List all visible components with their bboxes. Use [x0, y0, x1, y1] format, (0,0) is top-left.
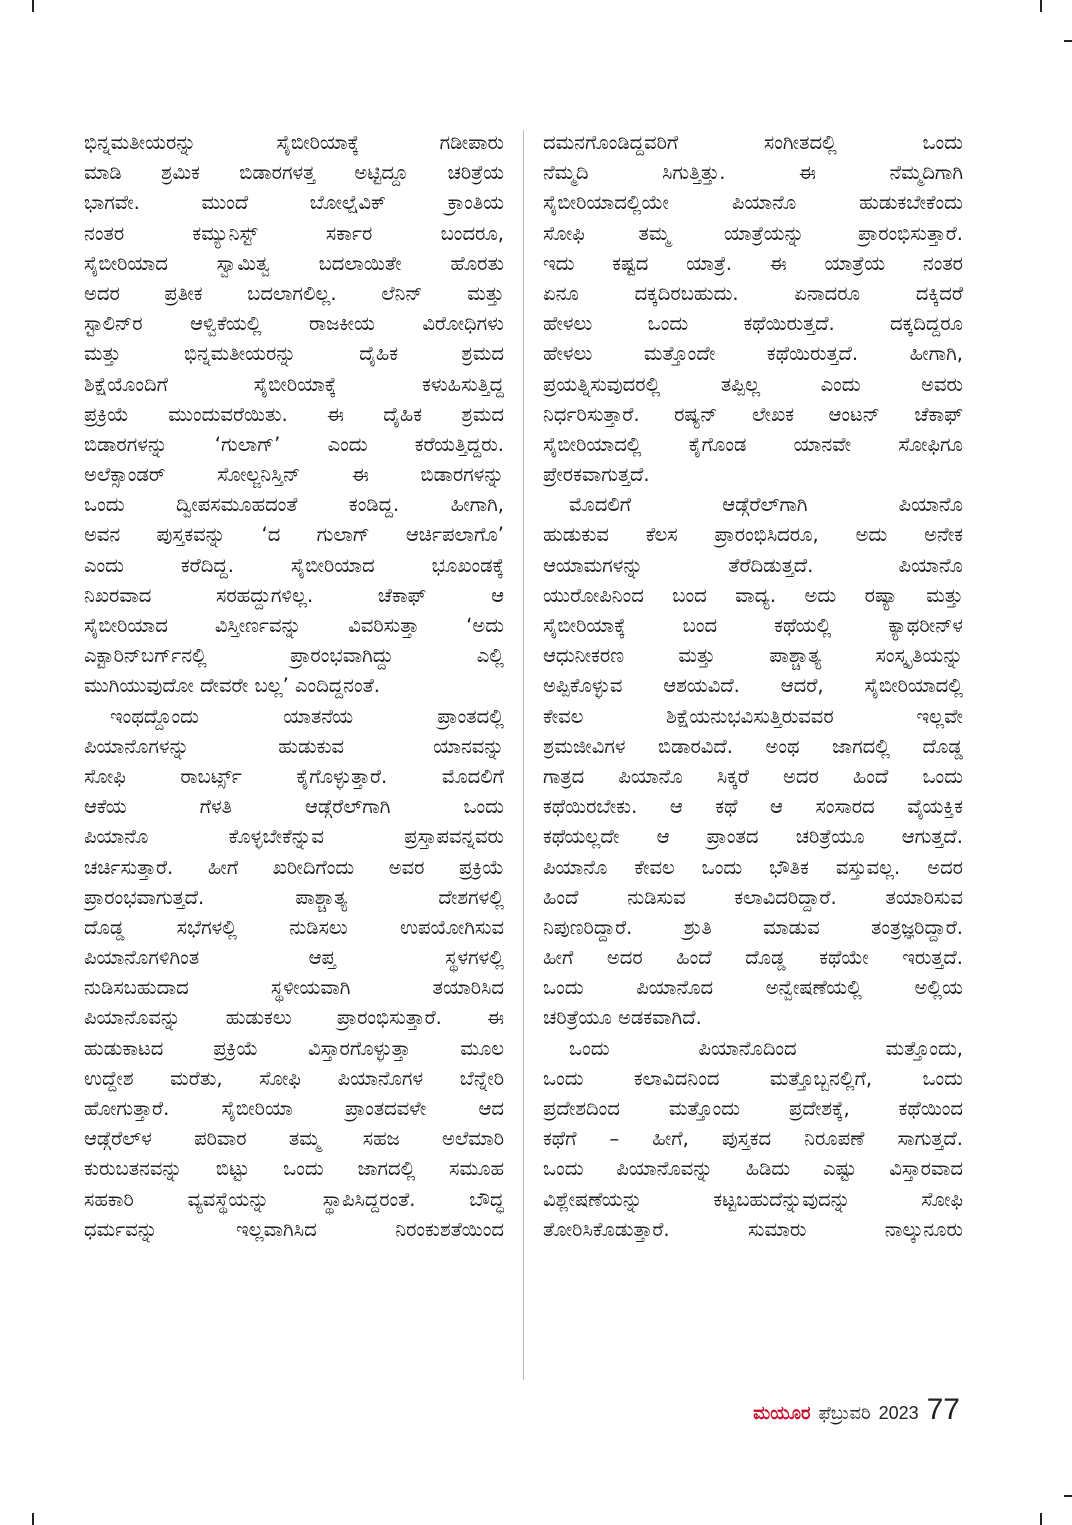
text-line: ಗಾತ್ರದ ಪಿಯಾನೊ ಸಿಕ್ಕರೆ ಅದರ ಹಿಂದೆ ಒಂದು [543, 764, 963, 788]
page-number: 77 [926, 1393, 960, 1426]
text-line: ಆಯಾಮಗಳನ್ನು ತೆರೆದಿಡುತ್ತದೆ. ಪಿಯಾನೊ [543, 553, 963, 577]
text-line: ಪಿಯಾನೊಗಳಿಗಿಂತ ಆಪ್ತ ಸ್ಥಳಗಳಲ್ಲಿ [84, 946, 504, 970]
text-line: ಅಲೆಕ್ಸಾಂಡರ್ ಸೋಲ್ಜನಿಸ್ತಿನ್ ಈ ಬಿಡಾರಗಳನ್ನು [84, 463, 504, 487]
text-line: ಕಥೆಯಲ್ಲದೇ ಆ ಪ್ರಾಂತದ ಚರಿತ್ರೆಯೂ ಆಗುತ್ತದೆ. [543, 825, 963, 849]
text-line: ಸೈಬೀರಿಯಾಕ್ಕೆ ಬಂದ ಕಥೆಯಲ್ಲಿ ಕ್ಯಾಥರೀನ್‌ಳ [543, 614, 963, 637]
text-line: ಕಥೆಗೆ – ಹೀಗೆ, ಪುಸ್ತಕದ ನಿರೂಪಣೆ ಸಾಗುತ್ತದೆ. [543, 1127, 963, 1151]
text-line: ಮಾಡಿ ಶ್ರಮಿಕ ಬಿಡಾರಗಳತ್ತ ಅಟ್ಟಿದ್ದೂ ಚರಿತ್ರೆಯ [84, 161, 504, 185]
crop-mark-top-left [32, 0, 34, 12]
text-line: ಭಿನ್ನಮತೀಯರನ್ನು ಸೈಬೀರಿಯಾಕ್ಕೆ ಗಡೀಪಾರು [84, 131, 504, 154]
text-line: ಶ್ರಮಜೀವಿಗಳ ಬಿಡಾರವಿದೆ. ಅಂಥ ಜಾಗದಲ್ಲಿ ದೊಡ್ಡ [543, 734, 963, 758]
text-line: ಇದು ಕಷ್ಟದ ಯಾತ್ರೆ. ಈ ಯಾತ್ರೆಯ ನಂತರ [543, 251, 963, 275]
text-line: ಕುರುಬತನವನ್ನು ಬಿಟ್ಟು ಒಂದು ಜಾಗದಲ್ಲಿ ಸಮೂಹ [84, 1157, 504, 1181]
crop-mark-bottom-left [32, 1513, 34, 1525]
text-line: ವಿಶ್ಲೇಷಣೆಯನ್ನು ಕಟ್ಟಬಹುದೆನ್ನುವುದನ್ನು ಸೋಫಿ [543, 1187, 963, 1211]
text-line: ಸೈಬೀರಿಯಾದಲ್ಲಿಯೇ ಪಿಯಾನೊ ಹುಡುಕಬೇಕೆಂದು [543, 191, 963, 215]
text-line: ಎಕ್ಟಾರಿನ್‌ಬರ್ಗ್‌ನಲ್ಲಿ ಪ್ರಾರಂಭವಾಗಿದ್ದು ಎಲ್ಲಿ [84, 644, 504, 668]
text-line: ಮುಗಿಯುವುದೋ ದೇವರೇ ಬಲ್ಲ’ ಎಂದಿದ್ದನಂತೆ. [84, 674, 380, 698]
text-line: ಅವನ ಪುಸ್ತಕವನ್ನು ‘ದ ಗುಲಾಗ್ ಆರ್ಚಿಪಲಾಗೊ’ [84, 523, 504, 547]
article-body [0, 128, 1072, 1380]
text-line: ಇಂಥದ್ದೊಂದು ಯಾತನೆಯ ಪ್ರಾಂತದಲ್ಲಿ [110, 704, 504, 728]
text-line: ಆಡ್ಗೆರೆಲ್‌ಳ ಪರಿವಾರ ತಮ್ಮ ಸಹಜ ಅಲೆಮಾರಿ [84, 1127, 504, 1151]
text-line: ಒಂದು ಪಿಯಾನೊವನ್ನು ಹಿಡಿದು ಎಷ್ಟು ವಿಸ್ತಾರವಾದ [543, 1157, 963, 1181]
text-line: ಸೈಬೀರಿಯಾದ ಸ್ವಾಮಿತ್ವ ಬದಲಾಯಿತೇ ಹೊರತು [84, 251, 504, 275]
text-line: ಸೈಬೀರಿಯಾದಲ್ಲಿ ಕೈಗೊಂಡ ಯಾನವೇ ಸೋಫಿಗೂ [543, 432, 963, 456]
text-line: ಏನೂ ದಕ್ಕದಿರಬಹುದು. ಏನಾದರೂ ದಕ್ಕಿದರೆ [543, 281, 963, 305]
text-line: ಮೊದಲಿಗೆ ಆಡ್ಗೆರೆಲ್‌ಗಾಗಿ ಪಿಯಾನೊ [569, 493, 963, 517]
text-line: ಆಕೆಯ ಗೆಳತಿ ಆಡ್ಗೆರೆಲ್‌ಗಾಗಿ ಒಂದು [84, 795, 504, 819]
text-line: ಹೀಗೆ ಅದರ ಹಿಂದೆ ದೊಡ್ಡ ಕಥೆಯೇ ಇರುತ್ತದೆ. [543, 946, 963, 970]
text-line: ಸಹಕಾರಿ ವ್ಯವಸ್ಥೆಯನ್ನು ಸ್ಥಾಪಿಸಿದ್ದರಂತೆ. ಬೌದ್ಧ [84, 1187, 504, 1211]
text-line: ಪ್ರಕ್ರಿಯೆ ಮುಂದುವರೆಯಿತು. ಈ ದೈಹಿಕ ಶ್ರಮದ [84, 402, 504, 426]
text-line: ಚರಿತ್ರೆಯೂ ಅಡಕವಾಗಿದೆ. [543, 1006, 702, 1030]
text-line: ಆಧುನೀಕರಣ ಮತ್ತು ಪಾಶ್ಚಾತ್ಯ ಸಂಸ್ಕೃತಿಯನ್ನು [543, 644, 963, 668]
right-column [543, 128, 963, 1245]
crop-mark-top-right [1040, 0, 1042, 12]
text-line: ಪಿಯಾನೊ ಕೊಳ್ಳಬೇಕೆನ್ನುವ ಪ್ರಸ್ತಾಪವನ್ನವರು [84, 825, 504, 849]
text-line: ಸೋಫಿ ತಮ್ಮ ಯಾತ್ರೆಯನ್ನು ಪ್ರಾರಂಭಿಸುತ್ತಾರೆ. [543, 221, 963, 245]
text-line: ಕಥೆಯಿರಬೇಕು. ಆ ಕಥೆ ಆ ಸಂಸಾರದ ವೈಯಕ್ತಿಕ [543, 795, 963, 819]
text-line: ಸೋಫಿ ರಾಬರ್ಟ್ಸ್ ಕೈಗೊಳ್ಳುತ್ತಾರೆ. ಮೊದಲಿಗೆ [84, 764, 504, 788]
text-line: ಭಾಗವೇ. ಮುಂದೆ ಬೋಲ್ಷೆವಿಕ್ ಕ್ರಾಂತಿಯ [84, 191, 504, 215]
text-line: ಬಿಡಾರಗಳನ್ನು ‘ಗುಲಾಗ್’ ಎಂದು ಕರೆಯತ್ತಿದ್ದರು. [84, 432, 504, 456]
text-line: ಸ್ಟಾಲಿನ್‌ರ ಆಳ್ವಿಕೆಯಲ್ಲಿ ರಾಜಕೀಯ ವಿರೋಧಿಗಳು [84, 312, 504, 336]
text-line: ಧರ್ಮವನ್ನು ಇಲ್ಲವಾಗಿಸಿದ ನಿರಂಕುಶತೆಯಿಂದ [84, 1217, 504, 1241]
left-column [84, 128, 504, 1245]
text-line: ಚರ್ಚಿಸುತ್ತಾರೆ. ಹೀಗೆ ಖರೀದಿಗೆಂದು ಅವರ ಪ್ರಕ್ರಿಯೆ [84, 855, 504, 879]
text-line: ಉದ್ದೇಶ ಮರೆತು, ಸೋಫಿ ಪಿಯಾನೊಗಳ ಬೆನ್ನೇರಿ [84, 1066, 504, 1090]
text-line: ನುಡಿಸಬಹುದಾದ ಸ್ಥಳೀಯವಾಗಿ ತಯಾರಿಸಿದ [84, 976, 504, 1000]
text-line: ಹುಡುಕಾಟದ ಪ್ರಕ್ರಿಯೆ ವಿಸ್ತಾರಗೊಳ್ಳುತ್ತಾ ಮೂಲ [84, 1036, 504, 1060]
text-line: ಪ್ರೇರಕವಾಗುತ್ತದೆ. [543, 463, 650, 487]
text-line: ಯುರೋಪಿನಿಂದ ಬಂದ ವಾದ್ಯ. ಅದು ರಷ್ಯಾ ಮತ್ತು [543, 583, 963, 607]
text-line: ಪ್ರಯತ್ನಿಸುವುದರಲ್ಲಿ ತಪ್ಪಿಲ್ಲ ಎಂದು ಅವರು [543, 372, 963, 396]
issue-month: ಫೆಬ್ರುವರಿ [818, 1403, 871, 1424]
text-line: ಅಪ್ಪಿಕೊಳ್ಳುವ ಆಶಯವಿದೆ. ಆದರೆ, ಸೈಬೀರಿಯಾದಲ್ಲಿ [543, 674, 963, 698]
text-line: ಸೈಬೀರಿಯಾದ ವಿಸ್ತೀರ್ಣವನ್ನು ವಿವರಿಸುತ್ತಾ ‘ಅದು [84, 614, 504, 637]
text-line: ಪ್ರಾರಂಭವಾಗುತ್ತದೆ. ಪಾಶ್ಚಾತ್ಯ ದೇಶಗಳಲ್ಲಿ [84, 885, 504, 909]
crop-mark-right-lower [1064, 1495, 1072, 1497]
page-footer [753, 1393, 960, 1429]
text-line: ನಿಪುಣರಿದ್ದಾರೆ. ಶ್ರುತಿ ಮಾಡುವ ತಂತ್ರಜ್ಞರಿದ್ದಾರೆ. [543, 915, 963, 939]
text-line: ತೋರಿಸಿಕೊಡುತ್ತಾರೆ. ಸುಮಾರು ನಾಲ್ಕುನೂರು [543, 1217, 963, 1241]
text-line: ಪ್ರದೇಶದಿಂದ ಮತ್ತೊಂದು ಪ್ರದೇಶಕ್ಕೆ, ಕಥೆಯಿಂದ [543, 1097, 963, 1120]
text-line: ಹೇಳಲು ಮತ್ತೊಂದೇ ಕಥೆಯಿರುತ್ತದೆ. ಹೀಗಾಗಿ, [543, 342, 963, 366]
text-line: ಎಂದು ಕರೆದಿದ್ದ. ಸೈಬೀರಿಯಾದ ಭೂಖಂಡಕ್ಕೆ [84, 553, 504, 577]
text-line: ಒಂದು ಕಲಾವಿದನಿಂದ ಮತ್ತೊಬ್ಬನಲ್ಲಿಗೆ, ಒಂದು [543, 1066, 963, 1090]
text-line: ನಿರ್ಧರಿಸುತ್ತಾರೆ. ರಷ್ಯನ್ ಲೇಖಕ ಆಂಟನ್ ಚೆಕಾಫ್ [543, 402, 963, 426]
text-line: ಹುಡುಕುವ ಕೆಲಸ ಪ್ರಾರಂಭಿಸಿದರೂ, ಅದು ಅನೇಕ [543, 523, 963, 547]
text-line: ನಿಖರವಾದ ಸರಹದ್ದುಗಳಿಲ್ಲ. ಚೆಕಾಫ್ ಆ [84, 583, 504, 607]
text-line: ಪಿಯಾನೊ ಕೇವಲ ಒಂದು ಭೌತಿಕ ವಸ್ತುವಲ್ಲ. ಅದರ [543, 855, 963, 879]
magazine-brand: ಮಯೂರ [753, 1403, 811, 1424]
text-line: ನಂತರ ಕಮ್ಯುನಿಸ್ಟ್ ಸರ್ಕಾರ ಬಂದರೂ, [84, 221, 504, 245]
text-line: ನೆಮ್ಮದಿ ಸಿಗುತ್ತಿತ್ತು. ಈ ನೆಮ್ಮದಿಗಾಗಿ [543, 161, 963, 185]
column-divider [523, 130, 524, 1380]
text-line: ಹಿಂದೆ ನುಡಿಸುವ ಕಲಾವಿದರಿದ್ದಾರೆ. ತಯಾರಿಸುವ [543, 885, 963, 909]
text-line: ಪಿಯಾನೊಗಳನ್ನು ಹುಡುಕುವ ಯಾನವನ್ನು [84, 734, 504, 758]
text-line: ದಮನಗೊಂಡಿದ್ದವರಿಗೆ ಸಂಗೀತದಲ್ಲಿ ಒಂದು [543, 131, 963, 154]
text-line: ಮತ್ತು ಭಿನ್ನಮತೀಯರನ್ನು ದೈಹಿಕ ಶ್ರಮದ [84, 342, 504, 366]
text-line: ಒಂದು ದ್ವೀಪಸಮೂಹದಂತೆ ಕಂಡಿದ್ದ. ಹೀಗಾಗಿ, [84, 493, 504, 517]
crop-mark-bottom-right [1040, 1513, 1042, 1525]
issue-year: 2023 [878, 1403, 919, 1423]
text-line: ಶಿಕ್ಷೆಯೊಂದಿಗೆ ಸೈಬೀರಿಯಾಕ್ಕೆ ಕಳುಹಿಸುತ್ತಿದ್ದ [84, 372, 504, 396]
text-line: ಅದರ ಪ್ರತೀಕ ಬದಲಾಗಲಿಲ್ಲ. ಲೆನಿನ್ ಮತ್ತು [84, 281, 504, 305]
text-line: ಪಿಯಾನೊವನ್ನು ಹುಡುಕಲು ಪ್ರಾರಂಭಿಸುತ್ತಾರೆ. ಈ [84, 1006, 504, 1030]
text-line: ಒಂದು ಪಿಯಾನೊದ ಅನ್ವೇಷಣೆಯಲ್ಲಿ ಅಲ್ಲಿಯ [543, 976, 963, 1000]
text-line: ದೊಡ್ಡ ಸಭೆಗಳಲ್ಲಿ ನುಡಿಸಲು ಉಪಯೋಗಿಸುವ [84, 915, 504, 939]
text-line: ಒಂದು ಪಿಯಾನೊದಿಂದ ಮತ್ತೊಂದು, [569, 1036, 963, 1060]
text-line: ಕೇವಲ ಶಿಕ್ಷೆಯನುಭವಿಸುತ್ತಿರುವವರ ಇಲ್ಲವೇ [543, 704, 963, 728]
text-line: ಹೋಗುತ್ತಾರೆ. ಸೈಬೀರಿಯಾ ಪ್ರಾಂತದವಳೇ ಆದ [84, 1097, 504, 1120]
text-line: ಹೇಳಲು ಒಂದು ಕಥೆಯಿರುತ್ತದೆ. ದಕ್ಕದಿದ್ದರೂ [543, 312, 963, 336]
crop-mark-right-upper [1064, 40, 1072, 42]
